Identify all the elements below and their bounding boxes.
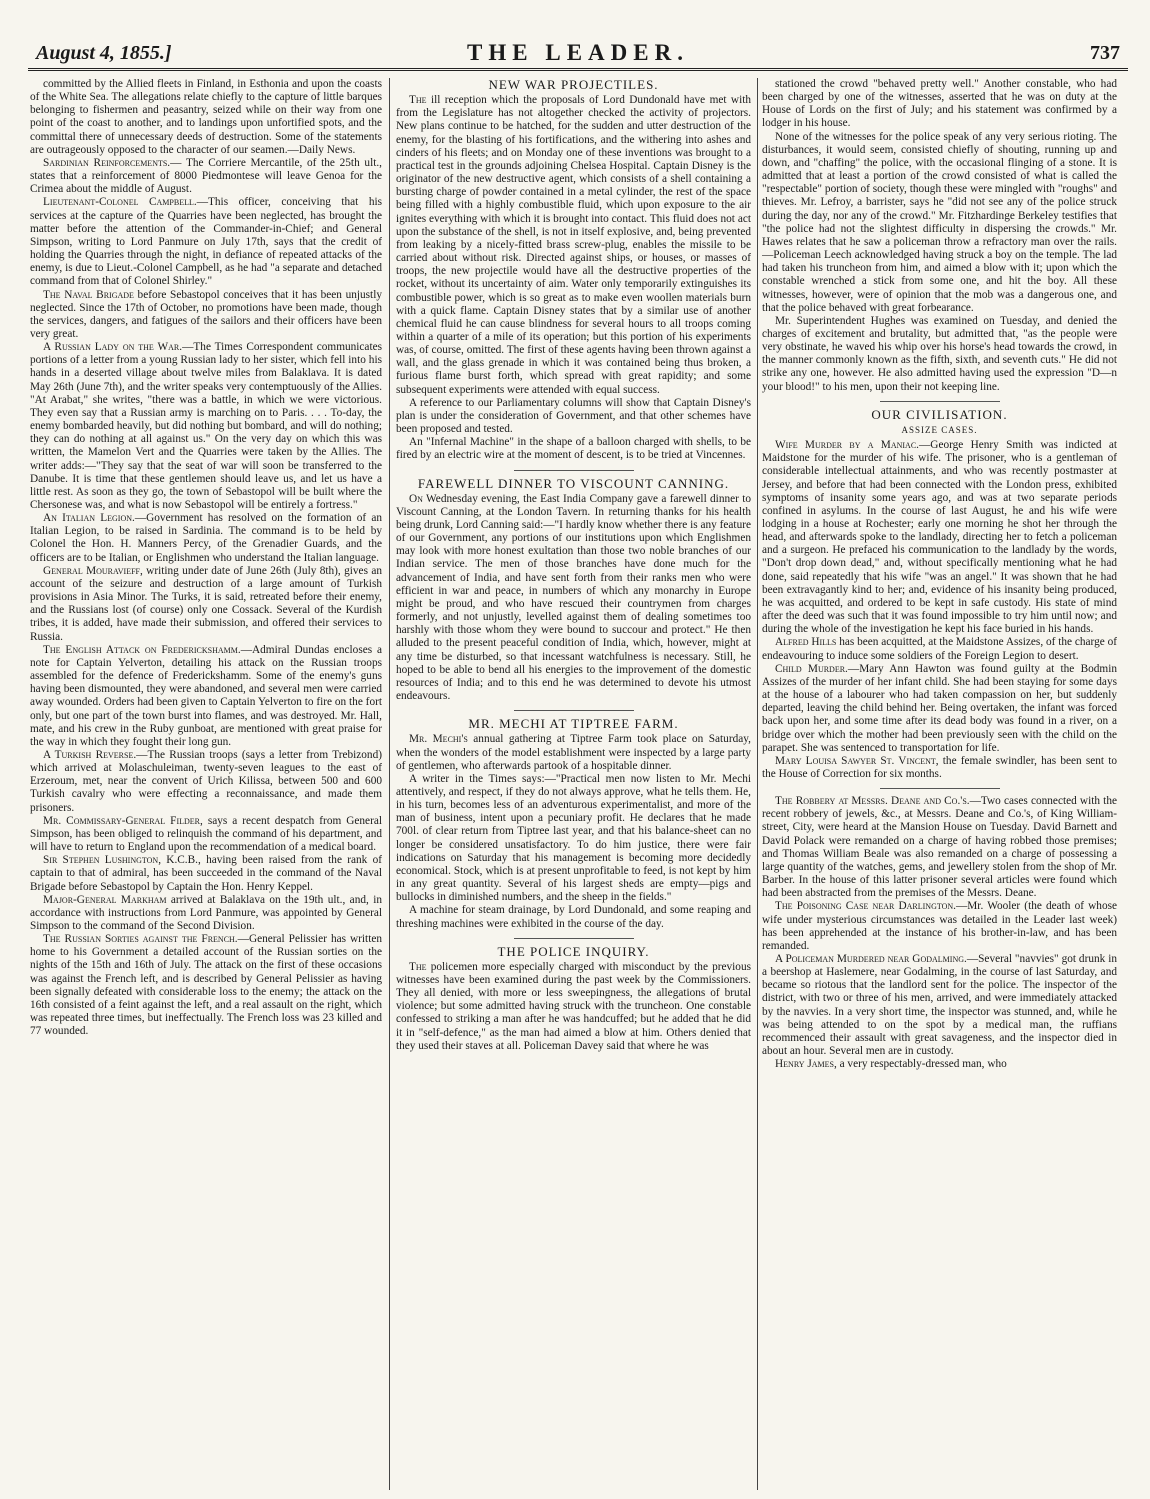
paragraph	[396, 436, 751, 462]
paragraph	[30, 157, 382, 196]
paragraph-text: A writer in the Times says:—"Practical men now listen to Mr. Mechi attentively, and respect, if they do not always approve, what he tells them. He, in his turn, becomes less of an adventurous experimentalist, and more of the man of business, intent upon a pecuniary profit. He declares that he made 700l. of clear return from Tiptree last year, and that his balance-sheet can no longer be considered unsatisfactory. To do him justice, there were fair indications on Saturday that his management is becoming more decidedly economical. Stock, which is at present unprofitable to feed, is not kept by him in any great quantity. Several of his largest sheds are empty—pigs and bullocks in diminished numbers, and the sheep in the fields."	[396, 772, 751, 904]
paragraph-text: An "Infernal Machine" in the shape of a balloon charged with shells, to be fired by an electric wire at the moment of descent, is to be tried at Vincennes.	[396, 436, 751, 462]
paragraph-lead: Wife Murder by a Maniac.	[775, 439, 919, 452]
newspaper-title: THE LEADER.	[467, 40, 689, 65]
paragraph	[30, 854, 382, 893]
paragraph-text: a very respectably-dressed man, who	[836, 1058, 1007, 1071]
article-heading: THE POLICE INQUIRY.	[497, 943, 650, 959]
paragraph-text: ill reception which the proposals of Lord Dundonald have met with from the Legislature has not altogether checked the activity of projectors. New plans continue to be hatched, for the sudden and utter destruction of the enemy, for the blasting of his fortifications, and the withering into ashes and cinders of his fleets; and on Monday one of these inventions was brought to a practical test in the grounds adjoining Chelsea Hospital. Captain Disney is the originator of the new destructive agent, which consists of a shell containing a bursting charge of powder contained in a metal cylinder, the rest of the space being filled with a highly combustible fluid, which upon exposure to the air ignites everything with which it is brought into contact. This fluid does not act upon the substance of the shell, is not in itself explosive, and, being prevented from leaking by a nicely-fitted brass screw-plug, enables the missile to be carried about without risk. Directed against ships, or houses, or masses of troops, the new projectile would have all the destructive properties of the rocket, without its uncertainty of aim. Water only temporarily extinguishes its combustible power, which is so great as to make even woollen materials burn with a quick flame. Captain Disney states that by a similar use of another chemical fluid he can cause blindness for several hours to all troops coming within a quarter of a mile of its operation; but this portion of his experiments was, of course, omitted. The first of these agents having been thrown against a wall, and the glass grenade in which it was contained being thus broken, a furious flame burst forth, which spread with great rapidity; and some subsequent experiments were attended with equal success.	[396, 94, 751, 396]
paragraph-text: —Several "navvies" got drunk in a beershop at Haslemere, near Godalming, in the course of last Saturday, and became so riotous that the landlord sent for the police. The inspector of the district, with two or three of his men, arrived, and were immediately attacked by the navvies. In a very short time, the inspector was stunned, and, while he was being attended to on the spot by a medical man, the ruffians recommenced their assault with great savageness, and the inspector died in about an hour. Several men are in custody.	[762, 953, 1117, 1058]
paragraph	[396, 773, 751, 905]
paragraph-text: has been acquitted, at the Maidstone Assizes, of the charge of endeavouring to induce some soldiers of the Foreign Legion to desert.	[762, 636, 1117, 662]
paragraph-lead: Major-General Markham	[43, 893, 167, 906]
paragraph	[30, 565, 382, 644]
column-3	[762, 78, 1117, 1490]
paragraph-text: before Sebastopol conceives that it has been unjustly neglected. Since the 17th of October, no promotions have been made, though the services, dangers, and fatigues of the sailors and their officers have been very great.	[30, 288, 382, 340]
article-heading: FAREWELL DINNER TO VISCOUNT CANNING.	[417, 475, 730, 491]
paragraph-text: stationed the crowd "behaved pretty well." Another constable, who had been charged by one of the witnesses, asserted that he was on duty at the House of Lords on the first of July; and his statement was confirmed by a lodger in his house.	[762, 78, 1117, 130]
section-divider	[514, 938, 634, 939]
section-divider	[880, 788, 1000, 789]
paragraph	[762, 795, 1117, 900]
paragraph-text: Mr. Superintendent Hughes was examined on Tuesday, and denied the charges of excitement and brutality, but admitted that, "as the people were very obstinate, he waved his whip over his horse's head towards the crowd, in the manner commonly known as the fifth, sixth, and seventh cuts." He did not strike any one, however. He also admitted having used the expression "D—n your blood!" to his men, upon their not keeping line.	[762, 314, 1117, 393]
paragraph-text: A machine for steam drainage, by Lord Dundonald, and some reaping and threshing machines were exhibited in the course of the day.	[396, 904, 751, 930]
paragraph-lead: Alfred Hills	[775, 636, 837, 649]
paragraph-lead: The	[409, 94, 427, 107]
column-1	[30, 78, 382, 1490]
paragraph-text: —Two cases connected with the recent robbery of jewels, &c., at Messrs. Deane and Co.'s, of King William-street, City, were heard at the Mansion House on Tuesday. David Barnett and David Polack were remanded on a charge of having robbed those premises; and Thomas William Beale was also remanded on a charge of possessing a large quantity of the watches, gems, and jewellery stolen from the shop of Mr. Barber. In the house of this latter prisoner several articles were found which had been abstracted from the premises of the Messrs. Deane.	[762, 795, 1117, 900]
section-divider	[880, 401, 1000, 402]
paragraph-text: None of the witnesses for the police speak of any very serious rioting. The disturbances, it would seem, consisted chiefly of shouting, running up and down, and "chaffing" the police, with the occasional flinging of a stone. It is admitted that at least a portion of the crowd consisted of what is called the "respectable" portion of society, though these were mingled with "roughs" and thieves. Mr. Lefroy, a barrister, says he "did not see any of the police struck during the day, nor any of the crowd." Mr. Fitzhardinge Berkeley testifies that "the police had not the slightest difficulty in dispersing the crowds." Mr. Hawes relates that he saw a policeman throw a refractory man over the rails.—Policeman Leech acknowledged having struck a boy on the temple. The lad had taken his truncheon from him, and aimed a blow with it; upon which the constable wrenched a stick from some one, and hit the boy. All these witnesses, however, were of opinion that the mob was a dangerous one, and that the police behaved with great forbearance.	[762, 130, 1117, 314]
paragraph	[30, 894, 382, 933]
paragraph-text: A reference to our Parliamentary columns will show that Captain Disney's plan is under the consideration of Government, and that other schemes have been proposed and tested.	[396, 396, 751, 436]
article-subheading: ASSIZE CASES.	[901, 424, 978, 435]
paragraph	[30, 289, 382, 342]
paragraph-lead: The	[409, 960, 427, 973]
paragraph-text: —Mr. Wooler (the death of whose wife under mysterious circumstances was detailed in the Leader last week) has been apprehended at the instance of his brother-in-law, and has been remanded.	[762, 900, 1117, 952]
paragraph	[30, 196, 382, 288]
paragraph-text: —The Times Correspondent communicates portions of a letter from a young Russian lady to her sister, which fell into his hands in a deserted village about twelve miles from Balaklava. It is dated May 26th (June 7th), and the writer speaks very contemptuously of the Allies. "At Arabat," she writes, "there was a battle, in which we were victorious. They even say that a Russian army is marching on to Paris. . . . To-day, the enemy bombarded heavily, but did nothing but bombard, and will do nothing; they can do nothing at all against us." On the very day on which this was written, the Mamelon Vert and the Quarries were taken by the Allies. The writer adds:—"They say that the seat of war will soon be transferred to the Danube. It is time that these gentlemen should leave us, and let us have a little rest. As soon as they go, the town of Sebastopol will be built where the Chersonese was, and what is now Sebastopol will be entirely a fortress."	[30, 341, 382, 511]
paragraph-text: —General Pelissier has written home to his Government a detailed account of the Russian sorties on the nights of the 15th and 16th of July. The attack on the first of these occasions was against the French left, and is described by General Pelissier as having been signally defeated with considerable loss to the enemy; the attack on the 16th consisted of a feint against the left, and a real assault on the right, which was repeated three times, but ineffectually. The French loss was 23 killed and 77 wounded.	[30, 933, 382, 1038]
paragraph	[762, 663, 1117, 755]
paragraph-text: —This officer, conceiving that his services at the capture of the Quarries have been neglected, has brought the matter before the attention of the Commander-in-Chief; and General Simpson, writing to Lord Panmure on July 17th, says that the credit of holding the Quarries through the night, in defiance of repeated attacks of the enemy, is due to Lieut.-Colonel Campbell, as he had "a separate and detached command from that of Colonel Shirley."	[30, 196, 382, 288]
paragraph-text: —Mary Ann Hawton was found guilty at the Bodmin Assizes of the murder of her infant child. She had been staying for some days at the house of a labourer who had taken compassion on her, but suddenly departed, leaving the child behind her. Being overtaken, the infant was forced back upon her, and some time after its dead body was found in a river, on a bridge over which the mother had been previously seen with the child on the parapet. She was sentenced to transportation for life.	[762, 662, 1117, 754]
article-heading: MR. MECHI AT TIPTREE FARM.	[468, 716, 679, 732]
paragraph-lead: A Russian Lady on the War.	[43, 341, 183, 354]
paragraph	[762, 78, 1117, 131]
paragraph-lead: Mr. Mechi's	[409, 733, 468, 746]
paragraph	[30, 512, 382, 565]
paragraph-text: arrived at Balaklava on the 19th ult., and, in accordance with instructions from Lord Panmure, was appointed by General Simpson to the command of the Second Division.	[30, 893, 382, 932]
paragraph-text: —The Russian troops (says a letter from Trebizond) which arrived at Molaschuleiman, twenty-seven leagues to the east of Erzeroum, met, near the convent of Urich Kilissa, between 500 and 600 Turkish cavalry who were effecting a reconnaissance, and made them prisoners.	[30, 748, 382, 814]
paragraph-lead: On	[409, 492, 423, 505]
paragraph-lead: The Naval Brigade	[43, 288, 134, 301]
paragraph	[396, 493, 751, 704]
paragraph-text: policemen more especially charged with misconduct by the previous witnesses have been examined during the past week by the Commissioners. They all denied, with more or less sweepingness, the allegations of brutal violence; but some admitted having struck with the truncheon. One constable confessed to striking a man after he was handcuffed; but he added that he did it in "self-defence," as the man had aimed a blow at him. Others denied that they used their staves at all. Policeman Davey said that where he was	[396, 960, 751, 1052]
column-rule	[389, 78, 390, 1490]
paragraph	[30, 341, 382, 512]
paragraph-lead: Sir Stephen Lushington, K.C.B.,	[43, 854, 201, 867]
paragraph-lead: The Robbery at Messrs. Deane and Co.'s.	[775, 795, 970, 808]
paragraph-lead: The English Attack on Frederickshamm.	[43, 643, 241, 656]
paragraph-lead: Henry James,	[775, 1058, 837, 1071]
paragraph	[396, 904, 751, 930]
paragraph-lead: Mary Louisa Sawyer St. Vincent,	[775, 754, 939, 767]
paragraph	[396, 94, 751, 397]
paragraph	[396, 733, 751, 772]
paragraph-text: —George Henry Smith was indicted at Maidstone for the murder of his wife. The prisoner, who is a gentleman of considerable intellectual attainments, and who was recently postmaster at Jersey, and before that had been connected with the London press, exhibited symptoms of insanity some years ago, and was at two separate periods confined in asylums. In the course of last August, he and his wife were lodging in a house at Rochester; early one morning he shot her through the head, and afterwards spoke to the landlady, directing her to fetch a policeman and a surgeon. He prefaced his communication to the landlady by the words, "Don't drop down dead," and, without specifically mentioning what he had done, said repeatedly that his wife "was an angel." It was shown that he had been extravagantly kind to her; and, evidence of his insanity being produced, he was acquitted, and ordered to be kept in safe custody. His state of mind after the deed was such that it was found impossible to try him until now; and during the whole of the investigation he kept his face buried in his hands.	[762, 439, 1117, 636]
paragraph	[30, 933, 382, 1038]
paragraph-text: the female swindler, has been sent to the House of Correction for six months.	[762, 754, 1117, 780]
paragraph-lead: Lieutenant-Colonel Campbell.	[43, 196, 197, 209]
paragraph-lead: The Poisoning Case near Darlington.	[775, 900, 956, 913]
paragraph	[396, 397, 751, 436]
paragraph	[762, 439, 1117, 636]
paragraph-lead: Mr. Commissary-General Filder,	[43, 814, 203, 827]
column-2	[396, 78, 751, 1490]
paragraph-text: —Government has resolved on the formation of an Italian Legion, to be raised in Sardinia. The command is to be held by Colonel the Hon. H. Manners Percy, of the Grenadier Guards, and the officers are to be Italian, or Englishmen who understand the Italian language.	[30, 512, 382, 564]
section-divider	[514, 470, 634, 471]
page-number: 737	[1090, 42, 1120, 64]
paragraph-text: says a recent despatch from General Simpson, has been obliged to relinquish the command of his department, and will have to return to England upon the recommendation of a medical board.	[30, 814, 382, 854]
paragraph	[762, 131, 1117, 315]
paragraph-text: Wednesday evening, the East India Company gave a farewell dinner to Viscount Canning, at the London Tavern. In returning thanks for his health being drunk, Lord Canning said:—"I hardly know whether there is any feature of our Government, any portions of our institutions upon which Englishmen may look with more honest exultation than those two noble branches of our Indian service. The men of those branches have done much for the advancement of India, and have sent forth from their ranks men who were efficient in war and peace, in numbers of which any monarchy in Europe might be proud, and who have rescued their countrymen from charges formerly, and not unjustly, levelled against them of dealing sometimes too harshly with those whom they were bound to succour and protect." He then alluded to the present peaceful condition of India, which, however, might at any time be disturbed, so that incessant watchfulness is necessary. Still, he hoped to be able to bend all his energies to the improvement of the domestic resources of India; and to this end he was determined to devote his utmost endeavours.	[396, 492, 751, 703]
paragraph	[762, 315, 1117, 394]
paragraph-text: — The Corriere Mercantile, of the 25th ult., states that a reinforcement of 8000 Piedmontese will leave Genoa for the Crimea about the middle of August.	[30, 156, 382, 196]
paragraph-text: committed by the Allied fleets in Finland, in Esthonia and upon the coasts of the White Sea. The allegations relate chiefly to the capture of little barques belonging to fishermen and peasantry, seized while on their way from one point of the coast to another, and to landings upon unfortified spots, and the committal there of unnecessary deeds of destruction. Some of the statements are outrageously opposed to the character of our seamen.—Daily News.	[30, 78, 382, 156]
paragraph	[30, 749, 382, 815]
paragraph	[762, 636, 1117, 662]
paragraph-text: writing under date of June 26th (July 8th), gives an account of the seizure and destruction of a large amount of Turkish provisions in Asia Minor. The Turks, it is said, retreated before their enemy, and the Russians lost (of course) only one Cossack. Several of the Kurdish tribes, it is added, have made their submission, and offered their services to Russia.	[30, 564, 382, 643]
paragraph	[30, 78, 382, 157]
paragraph	[396, 961, 751, 1053]
paragraph-lead: Child Murder.	[775, 662, 848, 675]
masthead	[28, 38, 1128, 71]
paragraph-text: annual gathering at Tiptree Farm took place on Saturday, when the wonders of the model establishment were inspected by a large party of gentlemen, who afterwards partook of a hospitable dinner.	[396, 733, 751, 772]
paragraph-lead: An Italian Legion.	[43, 512, 135, 525]
article-heading: OUR CIVILISATION.	[871, 406, 1008, 422]
paragraph-text: —Admiral Dundas encloses a note for Captain Yelverton, detailing his attack on the Russian troops assembled for the defence of Frederickshamm. Some of the enemy's guns having been dismounted, they were abandoned, and several men were carried away wounded. Orders had been given to Captain Yelverton to fire on the fort only, but one part of the town burst into flames, and was destroyed. Mr. Hall, mate, and his crew in the Ruby gunboat, are mentioned with great praise for the way in which they fought their long gun.	[30, 643, 382, 748]
paragraph	[762, 953, 1117, 1058]
paragraph	[30, 644, 382, 749]
paragraph	[30, 815, 382, 854]
paragraph-text: having been raised from the rank of captain to that of admiral, has been succeeded in the command of the Naval Brigade before Sebastopol by Captain the Hon. Henry Keppel.	[30, 854, 382, 893]
paragraph-lead: Sardinian Reinforcements.	[43, 156, 171, 169]
paragraph-lead: General Mouravieff,	[43, 564, 143, 577]
paragraph-lead: The Russian Sorties against the French.	[43, 933, 238, 946]
paragraph-lead: A Turkish Reverse.	[43, 748, 137, 761]
paragraph	[762, 755, 1117, 781]
paragraph	[762, 1058, 1117, 1071]
issue-date: August 4, 1855.]	[36, 42, 172, 64]
paragraph-lead: A Policeman Murdered near Godalming.	[775, 953, 967, 965]
section-divider	[514, 710, 634, 711]
article-heading: NEW WAR PROJECTILES.	[488, 78, 659, 92]
paragraph	[762, 900, 1117, 953]
column-rule	[757, 78, 758, 1490]
